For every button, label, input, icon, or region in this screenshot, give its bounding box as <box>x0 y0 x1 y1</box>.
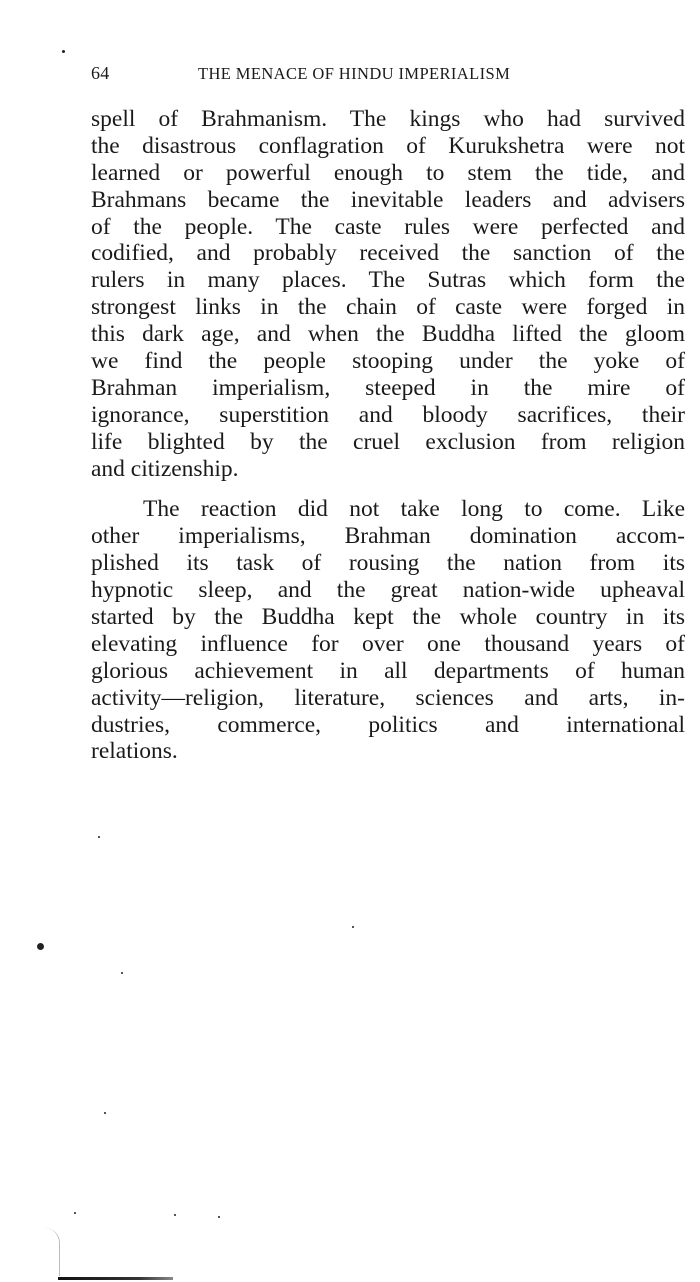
text-line: rulers in many places. The Sutras which form the <box>91 267 685 294</box>
text-line: ignorance, superstition and bloody sacrifices, their <box>91 401 685 428</box>
text-line: relations. <box>91 738 178 765</box>
scan-speck <box>104 1112 106 1114</box>
text-line: started by the Buddha kept the whole country in its <box>91 604 685 631</box>
text-line: Brahmans became the inevitable leaders and advisers <box>91 186 685 213</box>
text-line: elevating influence for over one thousand years of <box>91 630 685 657</box>
running-head <box>91 63 601 87</box>
body-text <box>91 106 685 765</box>
running-title: THE MENACE OF HINDU IMPERIALISM <box>198 64 511 83</box>
text-line: The reaction did not take long to come. Like <box>143 496 685 523</box>
scan-speck <box>62 50 65 53</box>
paragraph-1 <box>91 106 685 482</box>
text-line: strongest links in the chain of caste were forged in <box>91 294 685 321</box>
text-line: plished its task of rousing the nation from its <box>91 550 685 577</box>
text-line: life blighted by the cruel exclusion from religion <box>91 428 685 455</box>
text-line: dustries, commerce, politics and international <box>91 711 685 738</box>
text-line: we find the people stooping under the yoke of <box>91 348 685 375</box>
text-line: hypnotic sleep, and the great nation-wide upheaval <box>91 577 685 604</box>
text-line: this dark age, and when the Buddha lifted the gloom <box>91 321 685 348</box>
text-line: other imperialisms, Brahman domination accom- <box>91 523 685 550</box>
scan-speck <box>98 836 100 838</box>
text-line: glorious achievement in all departments of human <box>91 657 685 684</box>
page-number: 64 <box>91 63 110 83</box>
text-line: spell of Brahmanism. The kings who had survived <box>91 106 685 132</box>
scan-speck <box>74 1212 76 1214</box>
text-line: of the people. The caste rules were perfected and <box>91 213 685 240</box>
paragraph-2 <box>91 496 685 765</box>
text-line: codified, and probably received the sanction of the <box>91 240 685 267</box>
scan-speck <box>121 972 123 974</box>
text-line: the disastrous conflagration of Kurukshetra were not <box>91 132 685 159</box>
scan-speck <box>174 1214 176 1216</box>
text-line: learned or powerful enough to stem the tide, and <box>91 159 685 186</box>
text-line: Brahman imperialism, steeped in the mire of <box>91 374 685 401</box>
text-line: activity—religion, literature, sciences and arts, in- <box>91 684 685 711</box>
paragraph-gap <box>91 482 685 496</box>
bottom-rule <box>58 1277 173 1280</box>
text-line: and citizenship. <box>91 455 239 482</box>
scan-speck <box>218 1216 220 1218</box>
scan-speck <box>352 926 354 928</box>
scan-edge-curve <box>45 1228 60 1276</box>
scan-speck <box>37 943 44 950</box>
